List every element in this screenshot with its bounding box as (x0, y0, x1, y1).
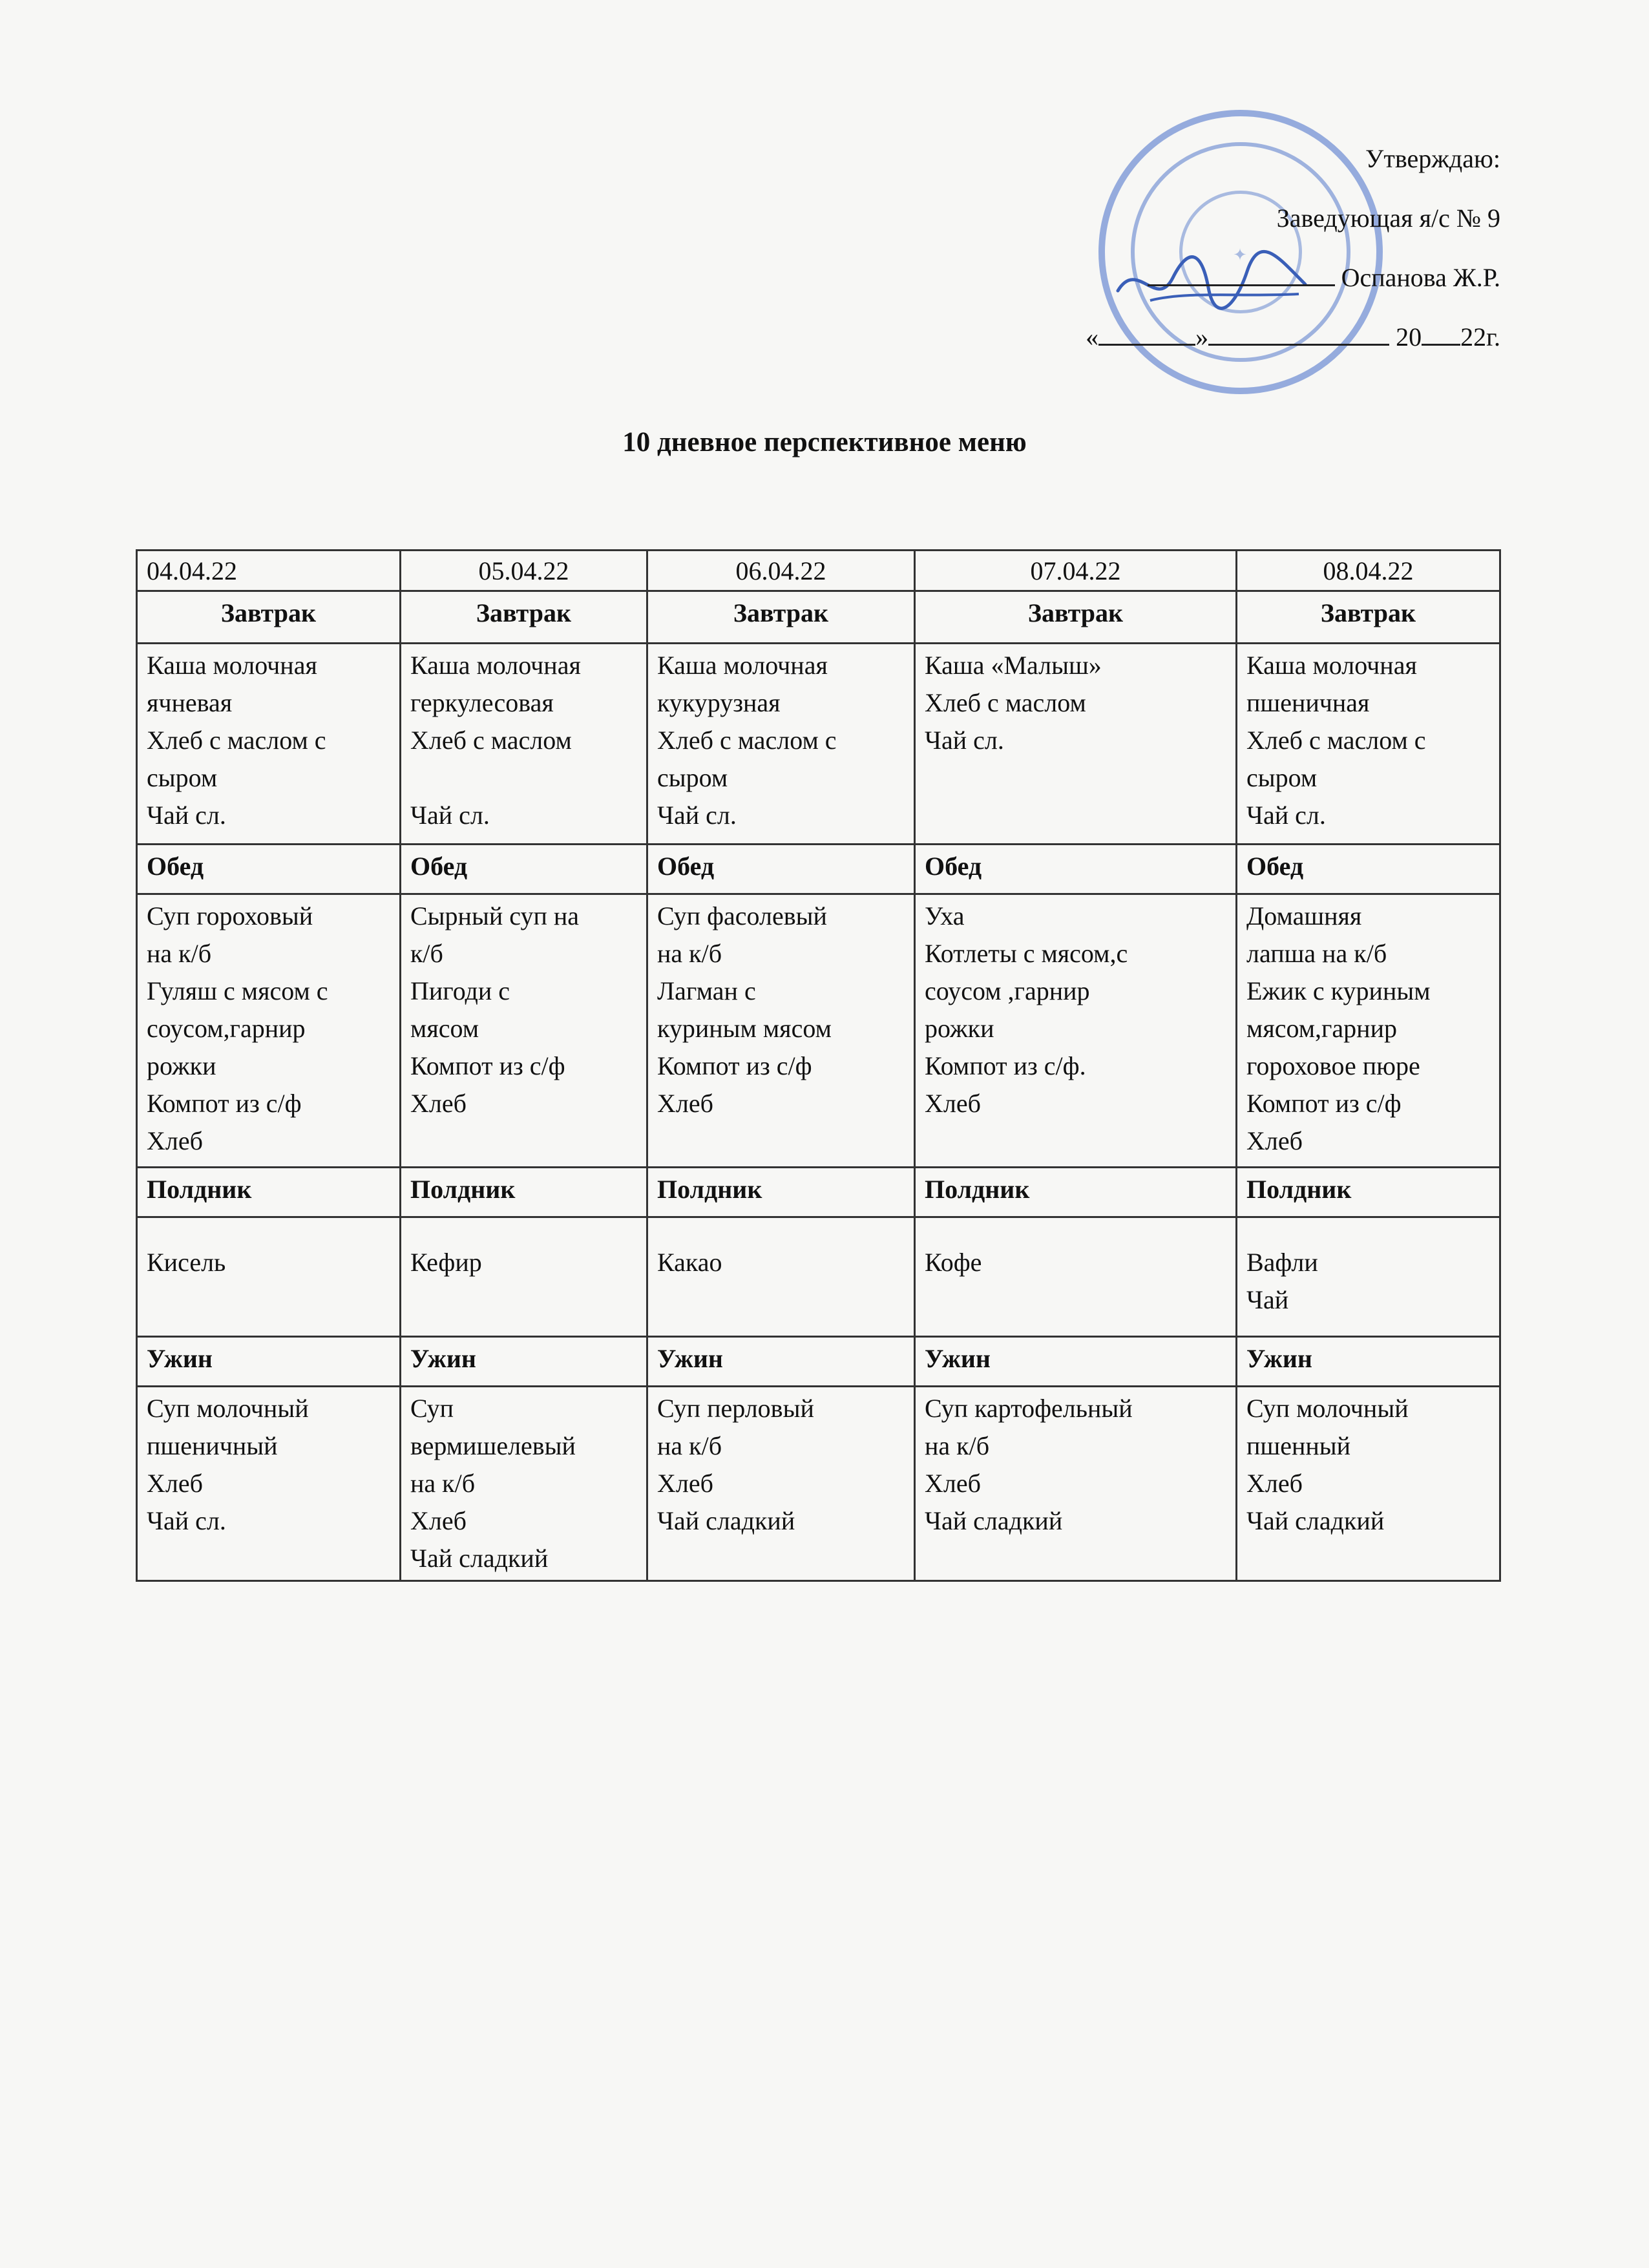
dish-cell: Уха Котлеты с мясом,с соусом ,гарнир рожки Компот из с/ф. Хлеб (915, 894, 1237, 1168)
lunch-dishes-row (137, 894, 1500, 1168)
meal-label: Обед (401, 845, 647, 894)
signature-line (1148, 264, 1335, 286)
approval-position: Заведующая я/с № 9 (1276, 204, 1500, 233)
approval-signatory (1009, 248, 1500, 308)
date-cell: 04.04.22 (137, 551, 401, 591)
supper-header-row (137, 1337, 1500, 1387)
signatory-name: Оспанова Ж.Р. (1341, 263, 1500, 292)
meal-label: Обед (647, 845, 915, 894)
meal-label: Ужин (647, 1337, 915, 1387)
approval-block (1009, 129, 1500, 367)
snack-dishes-row (137, 1217, 1500, 1337)
meal-label: Обед (1237, 845, 1500, 894)
year-suffix: 22г. (1460, 322, 1500, 352)
dish-text: Кисель (147, 1248, 226, 1277)
meal-label: Полдник (137, 1168, 401, 1217)
meal-label: Ужин (137, 1337, 401, 1387)
lunch-header-row (137, 845, 1500, 894)
dish-cell: Сырный суп на к/б Пигоди с мясом Компот из с/ф Хлеб (401, 894, 647, 1168)
date-row (137, 551, 1500, 591)
day-line (1098, 323, 1195, 346)
meal-label: Завтрак (401, 591, 647, 644)
dish-cell: Суп перловый на к/б Хлеб Чай сладкий (647, 1387, 915, 1581)
dish-cell (137, 1217, 401, 1337)
supper-dishes-row (137, 1387, 1500, 1581)
date-cell: 06.04.22 (647, 551, 915, 591)
dish-cell: Суп гороховый на к/б Гуляш с мясом с соусом,гарнир рожки Компот из с/ф Хлеб (137, 894, 401, 1168)
dish-cell: Каша молочная кукурузная Хлеб с маслом с сыром Чай сл. (647, 644, 915, 845)
approval-heading: Утверждаю: (1365, 144, 1500, 173)
dish-cell: Суп молочный пшеничный Хлеб Чай сл. (137, 1387, 401, 1581)
breakfast-dishes-row (137, 644, 1500, 845)
dish-cell (647, 1217, 915, 1337)
meal-label: Ужин (401, 1337, 647, 1387)
snack-header-row (137, 1168, 1500, 1217)
dish-cell (401, 1217, 647, 1337)
dish-text: Какао (657, 1248, 722, 1277)
meal-label: Полдник (1237, 1168, 1500, 1217)
meal-label: Завтрак (915, 591, 1237, 644)
meal-label: Обед (137, 845, 401, 894)
dish-cell: Каша молочная геркулесовая Хлеб с маслом Чай сл. (401, 644, 647, 845)
breakfast-header-row (137, 591, 1500, 644)
dish-cell: Домашняя лапша на к/б Ежик с куриным мясом,гарнир гороховое пюре Компот из с/ф Хлеб (1237, 894, 1500, 1168)
dish-cell (1237, 1217, 1500, 1337)
year-line (1422, 323, 1460, 346)
meal-label: Ужин (1237, 1337, 1500, 1387)
dish-text: Кофе (925, 1248, 982, 1277)
date-cell: 08.04.22 (1237, 551, 1500, 591)
meal-label: Обед (915, 845, 1237, 894)
dish-cell: Каша «Малыш» Хлеб с маслом Чай сл. (915, 644, 1237, 845)
year-prefix: 20 (1396, 322, 1422, 352)
month-line (1208, 323, 1389, 346)
document-title: 10 дневное перспективное меню (622, 427, 1027, 457)
meal-label: Полдник (401, 1168, 647, 1217)
meal-label: Полдник (915, 1168, 1237, 1217)
meal-label: Завтрак (1237, 591, 1500, 644)
dish-text: Кефир (410, 1248, 482, 1277)
meal-label: Завтрак (647, 591, 915, 644)
dish-text: Вафли Чай (1246, 1248, 1318, 1314)
date-cell: 07.04.22 (915, 551, 1237, 591)
date-open-quote: « (1086, 322, 1099, 352)
date-cell: 05.04.22 (401, 551, 647, 591)
dish-cell (915, 1217, 1237, 1337)
dish-cell: Суп фасолевый на к/б Лагман с куриным мясом Компот из с/ф Хлеб (647, 894, 915, 1168)
meal-label: Завтрак (137, 591, 401, 644)
meal-label: Ужин (915, 1337, 1237, 1387)
dish-cell: Каша молочная ячневая Хлеб с маслом с сыром Чай сл. (137, 644, 401, 845)
date-close-quote: » (1195, 322, 1209, 352)
dish-cell: Суп молочный пшенный Хлеб Чай сладкий (1237, 1387, 1500, 1581)
dish-cell: Суп вермишелевый на к/б Хлеб Чай сладкий (401, 1387, 647, 1581)
meal-label: Полдник (647, 1168, 915, 1217)
menu-table (136, 549, 1501, 1582)
stamp-emblem: ✦ (1233, 246, 1248, 265)
dish-cell: Суп картофельный на к/б Хлеб Чай сладкий (915, 1387, 1237, 1581)
dish-cell: Каша молочная пшеничная Хлеб с маслом с сыром Чай сл. (1237, 644, 1500, 845)
approval-date (1009, 308, 1500, 367)
